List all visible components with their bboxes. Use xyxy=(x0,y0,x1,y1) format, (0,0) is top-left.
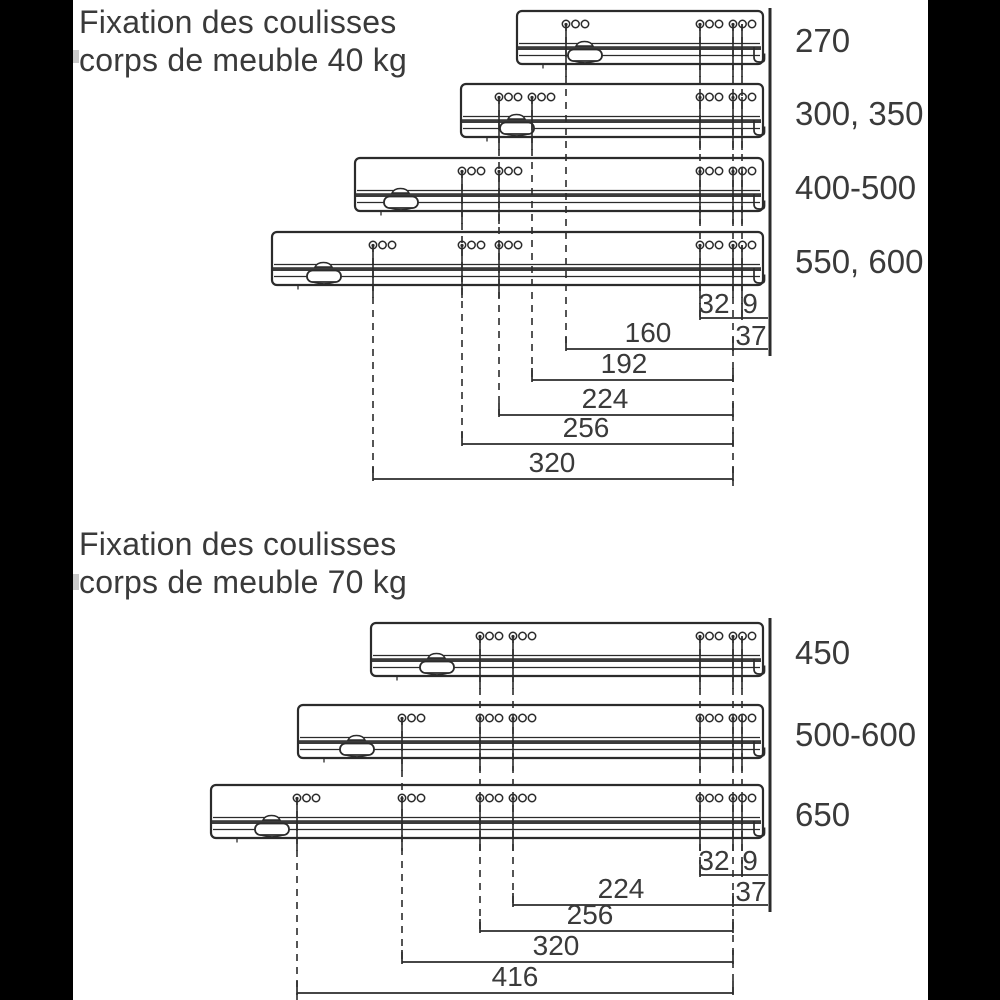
mounting-hole xyxy=(495,794,502,801)
mounting-hole xyxy=(495,632,502,639)
mounting-hole xyxy=(572,20,579,27)
mounting-hole xyxy=(514,241,521,248)
mounting-hole xyxy=(408,794,415,801)
title-line-2: corps de meuble 70 kg xyxy=(79,564,407,600)
latch-lever xyxy=(568,50,602,62)
mounting-hole xyxy=(547,93,554,100)
mounting-hole xyxy=(505,167,512,174)
mounting-hole xyxy=(417,794,424,801)
dim-value-32: 32 xyxy=(698,845,730,876)
mounting-hole xyxy=(715,632,722,639)
title-line-2: corps de meuble 40 kg xyxy=(79,42,407,78)
left-letterbox-bar xyxy=(0,0,73,1000)
dim-value-160: 160 xyxy=(624,317,672,348)
mounting-hole xyxy=(486,632,493,639)
mounting-hole xyxy=(706,241,713,248)
mounting-hole xyxy=(477,167,484,174)
latch-lever xyxy=(420,662,454,674)
mounting-hole xyxy=(505,93,512,100)
mounting-hole xyxy=(312,794,319,801)
mounting-hole xyxy=(519,714,526,721)
mounting-hole xyxy=(748,241,755,248)
latch-lever xyxy=(500,123,534,135)
mounting-hole xyxy=(514,167,521,174)
slide-length-label: 500-600 xyxy=(795,716,917,753)
mounting-hole xyxy=(706,714,713,721)
dim-value-256: 256 xyxy=(566,899,614,930)
latch-bump xyxy=(315,263,332,268)
dim-value-32: 32 xyxy=(698,288,730,319)
latch-bump xyxy=(348,736,365,741)
mounting-hole xyxy=(706,632,713,639)
title-line-1: Fixation des coulisses xyxy=(79,4,397,40)
mounting-hole xyxy=(748,20,755,27)
slide-rail-band xyxy=(518,46,761,50)
mounting-hole xyxy=(379,241,386,248)
mounting-hole xyxy=(706,794,713,801)
mounting-hole xyxy=(486,794,493,801)
right-letterbox-bar xyxy=(928,0,1000,1000)
dim-value-9: 9 xyxy=(742,845,758,876)
mounting-hole xyxy=(528,714,535,721)
slide-length-label: 550, 600 xyxy=(795,243,924,280)
dim-value-192: 192 xyxy=(600,348,648,379)
dim-value-37: 37 xyxy=(735,876,767,907)
slide-length-label: 450 xyxy=(795,634,851,671)
latch-lever xyxy=(384,197,418,209)
mounting-hole xyxy=(519,632,526,639)
latch-lever xyxy=(307,271,341,283)
mounting-hole xyxy=(408,714,415,721)
mounting-hole xyxy=(715,93,722,100)
mounting-hole xyxy=(715,714,722,721)
mounting-hole xyxy=(706,20,713,27)
mounting-hole xyxy=(388,241,395,248)
slide-length-label: 400-500 xyxy=(795,169,917,206)
latch-bump xyxy=(392,189,409,194)
latch-bump xyxy=(428,654,445,659)
mounting-hole xyxy=(706,93,713,100)
latch-bump xyxy=(508,115,525,120)
mounting-hole xyxy=(303,794,310,801)
mounting-hole xyxy=(748,167,755,174)
mounting-hole xyxy=(748,93,755,100)
dim-value-320: 320 xyxy=(532,930,580,961)
mounting-hole xyxy=(715,241,722,248)
slide-length-label: 300, 350 xyxy=(795,95,924,132)
dim-value-256: 256 xyxy=(562,412,610,443)
mounting-hole xyxy=(715,20,722,27)
latch-bump xyxy=(576,42,593,47)
slide-length-label: 270 xyxy=(795,22,851,59)
latch-bump xyxy=(263,816,280,821)
dim-value-416: 416 xyxy=(491,961,539,992)
dim-value-224: 224 xyxy=(581,383,629,414)
mounting-hole xyxy=(538,93,545,100)
mounting-hole xyxy=(528,794,535,801)
mounting-hole xyxy=(505,241,512,248)
mounting-hole xyxy=(581,20,588,27)
mounting-hole xyxy=(514,93,521,100)
mounting-hole xyxy=(417,714,424,721)
slide-rail-band xyxy=(273,267,761,271)
mounting-hole xyxy=(706,167,713,174)
mounting-hole xyxy=(477,241,484,248)
mounting-hole xyxy=(748,714,755,721)
mounting-hole xyxy=(748,632,755,639)
dim-value-224: 224 xyxy=(597,873,645,904)
slide-rail-band xyxy=(212,820,761,824)
latch-lever xyxy=(255,824,289,836)
mounting-hole xyxy=(519,794,526,801)
title-line-1: Fixation des coulisses xyxy=(79,526,397,562)
mounting-hole xyxy=(748,794,755,801)
mounting-hole xyxy=(468,241,475,248)
dim-value-320: 320 xyxy=(528,447,576,478)
mounting-hole xyxy=(528,632,535,639)
slide-length-label: 650 xyxy=(795,796,851,833)
mounting-hole xyxy=(495,714,502,721)
mounting-hole xyxy=(468,167,475,174)
latch-lever xyxy=(340,744,374,756)
mounting-hole xyxy=(715,167,722,174)
dim-value-9: 9 xyxy=(742,288,758,319)
mounting-hole xyxy=(715,794,722,801)
mounting-hole xyxy=(486,714,493,721)
dim-value-37: 37 xyxy=(735,320,767,351)
